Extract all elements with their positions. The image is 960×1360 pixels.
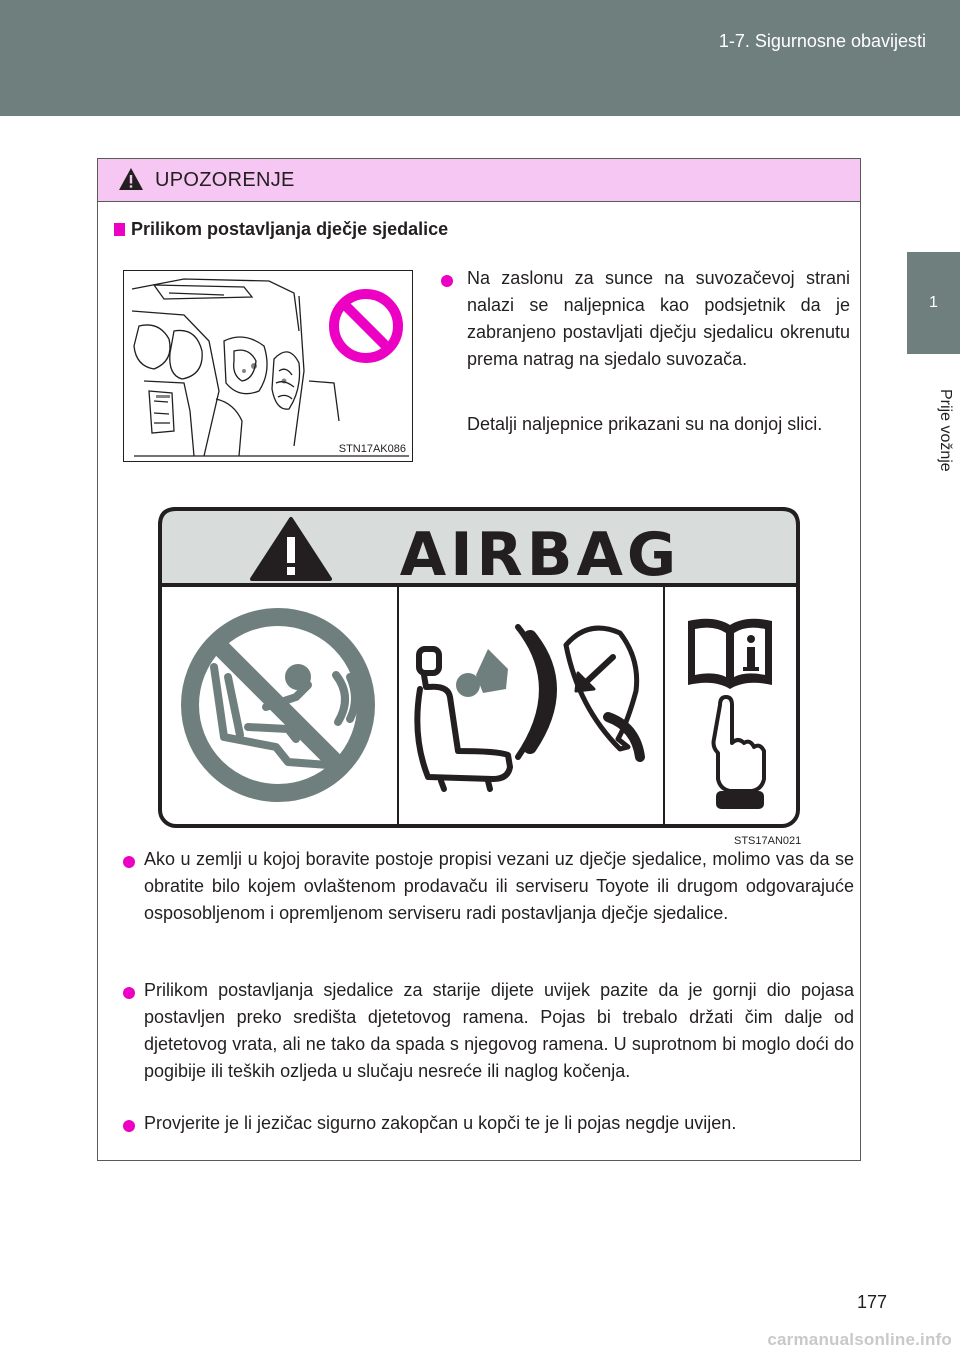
section-marker xyxy=(114,223,125,236)
warning-box xyxy=(97,158,861,1161)
intro-note-text: Detalji naljepnice prikazani su na donjoj slici. xyxy=(467,414,823,434)
warning-header xyxy=(98,159,860,202)
figure-code: STN17AK086 xyxy=(338,443,406,455)
bullet-text-1: Ako u zemlji u kojoj boravite postoje propisi vezani uz dječje sjedalice, molimo vas da se obratite bilo kojem ovlaštenom prodavaču ili serviseru Toyote ili drugom odgovarajuće osposobljenom i opremljenom serviseru radi postavljanja dječje sjedalice. xyxy=(144,849,854,923)
bullet-marker xyxy=(441,275,453,287)
chapter-tab xyxy=(907,252,960,354)
warning-triangle-icon xyxy=(118,167,144,191)
chapter-title: 1-7. Sigurnosne obavijesti xyxy=(718,31,926,51)
label-figure-code: STS17AN021 xyxy=(734,835,802,847)
watermark-text: carmanualsonline.info xyxy=(767,1330,952,1349)
manual-info-icon xyxy=(688,619,772,689)
section-heading xyxy=(114,219,448,240)
page-header xyxy=(0,0,960,116)
warning-title: UPOZORENJE xyxy=(155,169,295,191)
bullet-marker xyxy=(123,987,135,999)
bullet-text-2: Prilikom postavljanja sjedalice za starije dijete uvijek pazite da je gornji dio pojasa postavljen preko središta djetetovog ramena. Pojas bi trebalo držati čim dalje od djetetovog vrata, ali ne tako da spada s njegovog ramena. U suprotnom bi moglo doći do pogibije ili teških ozljeda u slučaju nesreće ili naglog kočenja. xyxy=(144,980,854,1081)
bullet-text-3: Provjerite je li jezičac sigurno zakopčan u kopči te je li pojas negdje uvijen. xyxy=(144,1113,737,1133)
chapter-number: 1 xyxy=(929,294,938,311)
page-number: 177 xyxy=(856,1292,887,1312)
section-heading-text: Prilikom postavljanja dječje sjedalice xyxy=(131,219,449,239)
sun-visor-illustration xyxy=(124,271,413,462)
airbag-label-text: AIRBAG xyxy=(399,520,681,590)
airbag-label-figure xyxy=(158,507,800,828)
sun-visor-figure xyxy=(123,270,413,462)
bullet-marker xyxy=(123,856,135,868)
bullet-marker xyxy=(123,1120,135,1132)
prohibition-icon xyxy=(334,294,398,358)
intro-bullet-text: Na zaslonu za sunce na suvozačevoj strani nalazi se naljepnica kao podsjetnik da je zabranjeno postavljati dječju sjedalicu okrenutu prema natrag na sjedalo suvozača. xyxy=(467,268,850,369)
chapter-side-label: Prije vožnje xyxy=(937,388,954,472)
